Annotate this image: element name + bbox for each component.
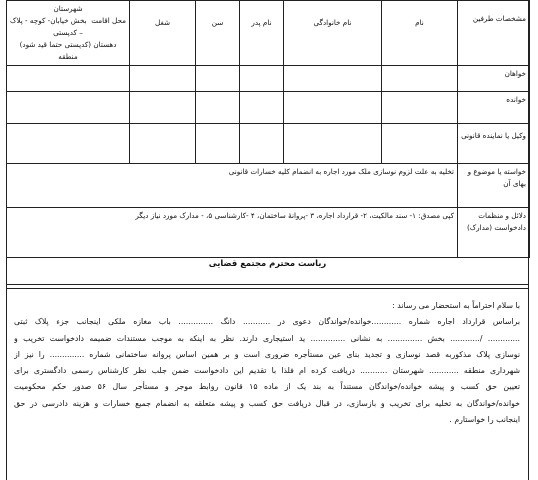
petition-body bbox=[14, 298, 520, 428]
lawyer-row bbox=[7, 124, 530, 164]
header-family: نام خانوادگی bbox=[284, 1, 382, 66]
claim-label: خواسته یا موضوع و بهای آن bbox=[458, 164, 530, 208]
evidence-label: دلائل و منظمات دادخواست (مدارک) bbox=[458, 208, 530, 258]
title-rule-top bbox=[6, 284, 529, 285]
plaintiff-row bbox=[7, 66, 530, 92]
defendant-job-cell[interactable] bbox=[130, 92, 196, 124]
plaintiff-address-cell[interactable] bbox=[7, 66, 130, 92]
document-title: ریاست محترم مجتمع قضایی bbox=[208, 258, 327, 268]
header-age: سن bbox=[196, 1, 240, 66]
evidence-row bbox=[7, 208, 530, 258]
header-row bbox=[7, 1, 530, 66]
claim-text[interactable]: تخلیه به علت لزوم نوسازی ملک مورد اجاره به انضمام کلیه خسارات قانونی bbox=[7, 164, 458, 208]
address-line-2-text: بخش خیابان- کوچه - پلاک – کدپستی bbox=[10, 16, 87, 37]
body-line-1: براساس قرارداد اجاره شماره ............خوانده/خواندگان دعوی در ........... دانگ .............. باب مغازه ملکی اینجانب جزء پلاک ثبتی bbox=[14, 317, 520, 327]
claim-row bbox=[7, 164, 530, 208]
defendant-name-cell[interactable] bbox=[382, 92, 458, 124]
lawyer-age-cell[interactable] bbox=[196, 124, 240, 164]
lawyer-label: وکیل یا نماینده قانونی bbox=[458, 124, 530, 164]
plaintiff-label: خواهان bbox=[458, 66, 530, 92]
body-line-7: اینجانب را خواستارم . bbox=[449, 415, 520, 425]
header-father: نام پدر bbox=[240, 1, 284, 66]
body-line-4: شهرداری منطقه ............ شهرستان ........... دریافت کرده ام فلذا با تقدیم این دادخواست ضمن جلب نظر کارشناس رسمی دادگستری برای bbox=[14, 366, 520, 376]
evidence-text[interactable]: کپی مصدق: ۱- سند مالکیت، ۲- قرارداد اجاره، ۳ -پروانۀ ساختمان، ۴ -کارشناسی ۵، - مدارک مورد نیاز دیگر bbox=[7, 208, 458, 258]
address-line-3: دهستان (کدپستی حتما قید شود) bbox=[19, 40, 117, 49]
header-job: شغل bbox=[130, 1, 196, 66]
plaintiff-age-cell[interactable] bbox=[196, 66, 240, 92]
plaintiff-job-cell[interactable] bbox=[130, 66, 196, 92]
body-greeting: با سلام احتراماً به استحضار می رساند : bbox=[392, 301, 520, 310]
body-line-5: تعیین حق کسب و پیشه خوانده/خواندگان مستنداً به بند یک از ماده ۱۵ قانون روابط موجر و مستأجر سال ۵۶ صدور حکم محکومیت bbox=[14, 382, 520, 392]
body-line-6: خوانده/خواندگان به تخلیه برای تخریب و بازسازی، در قبال دریافت حق کسب و پیشه متعلقه به انضمام جمیع خسارات و هزینه دادرسی در حق bbox=[14, 398, 520, 408]
address-line-2 bbox=[10, 15, 126, 39]
lawyer-father-cell[interactable] bbox=[240, 124, 284, 164]
title-rule-bottom bbox=[6, 288, 529, 289]
plaintiff-name-cell[interactable] bbox=[382, 66, 458, 92]
defendant-row bbox=[7, 92, 530, 124]
plaintiff-family-cell[interactable] bbox=[284, 66, 382, 92]
lawyer-family-cell[interactable] bbox=[284, 124, 382, 164]
defendant-family-cell[interactable] bbox=[284, 92, 382, 124]
defendant-address-cell[interactable] bbox=[7, 92, 130, 124]
parties-label: مشخصات طرفین bbox=[472, 14, 526, 23]
body-line-2: ............. /............ بخش .............. به نشانی .............. ید استیجاری دارند. نظر به اینکه به موجب مستندات ضمیمه دادخواست تخریب و bbox=[14, 333, 520, 343]
header-name: نام bbox=[382, 1, 458, 66]
petition-form-table bbox=[6, 0, 530, 258]
lawyer-address-cell[interactable] bbox=[7, 124, 130, 164]
lawyer-job-cell[interactable] bbox=[130, 124, 196, 164]
defendant-label: خوانده bbox=[458, 92, 530, 124]
residence-label: محل اقامت bbox=[91, 16, 126, 25]
address-line-1: شهرستان bbox=[53, 4, 83, 13]
defendant-father-cell[interactable] bbox=[240, 92, 284, 124]
lawyer-name-cell[interactable] bbox=[382, 124, 458, 164]
header-parties bbox=[458, 1, 530, 66]
address-line-4: منطقه bbox=[58, 52, 78, 61]
plaintiff-father-cell[interactable] bbox=[240, 66, 284, 92]
defendant-age-cell[interactable] bbox=[196, 92, 240, 124]
header-address bbox=[7, 1, 130, 66]
body-line-3: نوسازی پلاک مذکوربه قصد نوسازی و تجدید بنای عین مستأجره ضروری است و بر همین اساس پروانه ساختمانی شماره .............. را نیز از bbox=[14, 349, 520, 359]
